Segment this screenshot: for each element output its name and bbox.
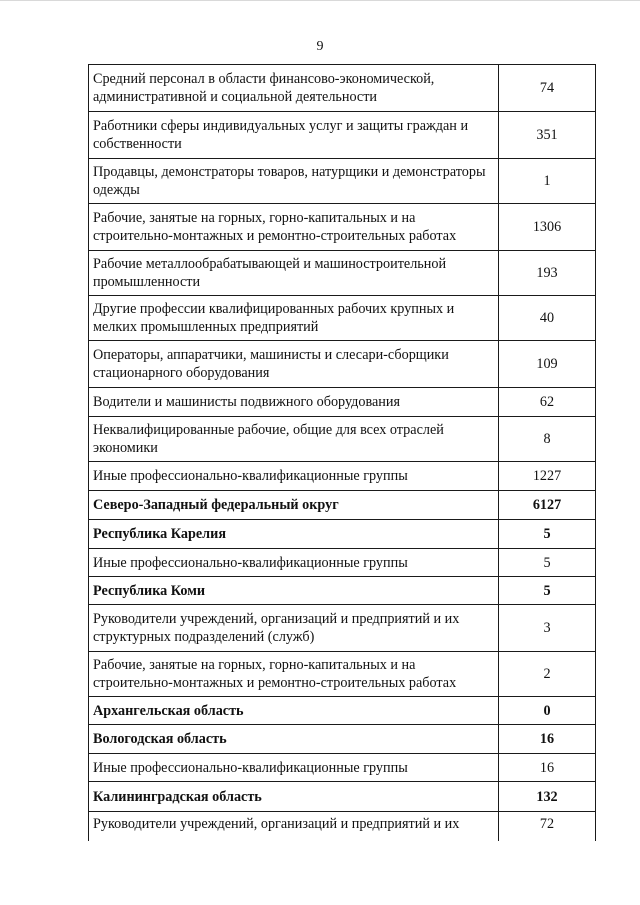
row-label: Руководители учреждений, организаций и предприятий и их структурных подразделений (служб): [89, 605, 499, 652]
table-row: [89, 65, 596, 112]
table-row: [89, 417, 596, 462]
row-label: Неквалифицированные рабочие, общие для всех отраслей экономики: [89, 417, 499, 462]
row-label: Республика Карелия: [89, 520, 499, 549]
row-value: 72: [499, 812, 596, 842]
table-row: [89, 754, 596, 782]
table-row-region: [89, 725, 596, 754]
table-row: [89, 204, 596, 251]
row-label: Иные профессионально-квалификационные группы: [89, 754, 499, 782]
row-value: 62: [499, 388, 596, 417]
row-value: 5: [499, 577, 596, 605]
row-value: 8: [499, 417, 596, 462]
row-label: Рабочие, занятые на горных, горно-капитальных и на строительно-монтажных и ремонтно-строительных работах: [89, 204, 499, 251]
table-row: [89, 296, 596, 341]
row-value: 16: [499, 754, 596, 782]
row-label: Иные профессионально-квалификационные группы: [89, 462, 499, 491]
row-value: 1227: [499, 462, 596, 491]
row-value: 3: [499, 605, 596, 652]
row-label: Водители и машинисты подвижного оборудования: [89, 388, 499, 417]
table-row: [89, 652, 596, 697]
table-row: [89, 112, 596, 159]
row-value: 74: [499, 65, 596, 112]
table-row-region: [89, 782, 596, 812]
table-row-continued: [89, 812, 596, 842]
row-label: Другие профессии квалифицированных рабочих крупных и мелких промышленных предприятий: [89, 296, 499, 341]
row-value: 16: [499, 725, 596, 754]
row-label: Иные профессионально-квалификационные группы: [89, 549, 499, 577]
row-value: 1: [499, 159, 596, 204]
table-row-region: [89, 577, 596, 605]
row-value: 2: [499, 652, 596, 697]
row-value: 193: [499, 251, 596, 296]
row-value: 5: [499, 549, 596, 577]
row-label: Средний персонал в области финансово-экономической, административной и социальной деятельности: [89, 65, 499, 112]
row-label: Рабочие металлообрабатывающей и машиностроительной промышленности: [89, 251, 499, 296]
table-row: [89, 251, 596, 296]
table-row-region: [89, 697, 596, 725]
row-label: Вологодская область: [89, 725, 499, 754]
table-row: [89, 159, 596, 204]
row-label: Северо-Западный федеральный округ: [89, 491, 499, 520]
row-label: Продавцы, демонстраторы товаров, натурщики и демонстраторы одежды: [89, 159, 499, 204]
row-value: 132: [499, 782, 596, 812]
row-value: 351: [499, 112, 596, 159]
table-row: [89, 388, 596, 417]
page-top-edge: [0, 0, 640, 1]
row-label: Рабочие, занятые на горных, горно-капитальных и на строительно-монтажных и ремонтно-строительных работах: [89, 652, 499, 697]
table-row: [89, 341, 596, 388]
table-row-region-total: [89, 491, 596, 520]
row-label: Работники сферы индивидуальных услуг и защиты граждан и собственности: [89, 112, 499, 159]
row-value: 109: [499, 341, 596, 388]
statistics-table: [88, 64, 596, 841]
row-value: 5: [499, 520, 596, 549]
row-value: 1306: [499, 204, 596, 251]
table-row: [89, 462, 596, 491]
row-value: 40: [499, 296, 596, 341]
row-label: Архангельская область: [89, 697, 499, 725]
table-row: [89, 549, 596, 577]
row-value: 0: [499, 697, 596, 725]
row-label: Республика Коми: [89, 577, 499, 605]
table-row-region: [89, 520, 596, 549]
page-number: 9: [316, 39, 324, 54]
row-label: Руководители учреждений, организаций и предприятий и их: [89, 812, 499, 842]
row-label: Операторы, аппаратчики, машинисты и слесари-сборщики стационарного оборудования: [89, 341, 499, 388]
table-row: [89, 605, 596, 652]
row-value: 6127: [499, 491, 596, 520]
row-label: Калининградская область: [89, 782, 499, 812]
